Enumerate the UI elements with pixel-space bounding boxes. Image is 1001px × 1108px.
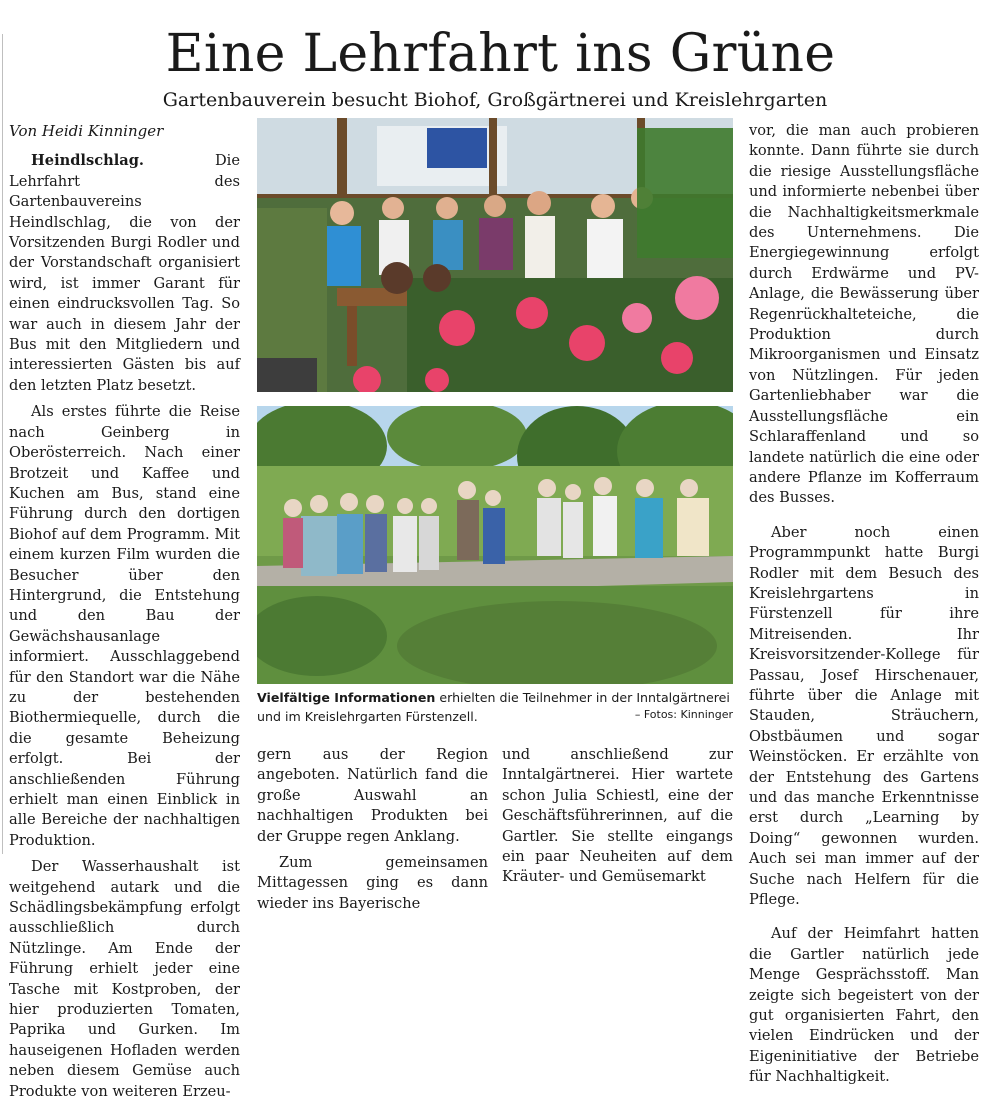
paragraph-text: Die Lehrfahrt des Gartenbauvereins Heindlschlag, die von der Vorsitzenden Burgi Rodler und der Vorstandschaft organisiert wird, ist immer Garant für einen eindrucksvollen Tag. So war auch in diesem Jahr der Bus mit den Mitgliedern und interessierten Gästen bis auf den letzten Platz besetzt. bbox=[9, 152, 240, 394]
article-column-3 bbox=[502, 745, 733, 894]
article-column-2 bbox=[257, 745, 488, 920]
photo-greenhouse bbox=[257, 118, 733, 392]
dateline: Heindlschlag. bbox=[31, 152, 144, 170]
photo-caption bbox=[257, 688, 733, 726]
paragraph: gern aus der Region angeboten. Natürlich fand die große Auswahl an nachhaltigen Produkten bei der Gruppe regen Anklang. bbox=[257, 746, 488, 845]
byline: Von Heidi Kinninger bbox=[9, 122, 164, 140]
paragraph: und anschließend zur Inntalgärtnerei. Hier wartete schon Julia Schiestl, eine der Geschäftsführerinnen, auf die Gartler. Sie stellte eingangs ein paar Neuheiten auf dem Kräuter- und Gemüsemarkt bbox=[502, 746, 733, 886]
paragraph: Auf der Heimfahrt hatten die Gartler natürlich jede Menge Gesprächsstoff. Man zeigte sich begeistert von der gut organisierten Fahrt, den vielen Eindrücken und der Eigeninitiative der Betriebe für Nachhaltigkeit. bbox=[749, 925, 979, 1086]
paragraph: vor, die man auch probieren konnte. Dann führte sie durch die riesige Ausstellungsfläche und informierte nebenbei über die Nachhaltigkeitsmerkmale des Unternehmens. Die Energiegewinnung erfolgt durch Erdwärme und PV-Anlage, die Bewässerung über Regenrückhalteteiche, die Produktion durch Mikroorganismen und Einsatz von Nützlingen. Für jeden Gartenliebhaber war die Ausstellungsfläche ein Schlaraffenland und so landete natürlich die eine oder andere Pflanze im Kofferraum des Busses. bbox=[749, 122, 979, 507]
greenhouse-image bbox=[257, 118, 733, 392]
paragraph bbox=[9, 151, 240, 396]
paragraph: Aber noch einen Programmpunkt hatte Burgi Rodler mit dem Besuch des Kreislehrgartens in Fürstenzell für ihre Mitreisenden. Ihr Kreisvorsitzender-Kollege für Passau, Josef Hirschenauer, führte über die Anlage mit Stauden, Sträuchern, Obstbäumen und sogar Weinstöcken. Er erzählte von der Entstehung des Gartens und das manche Erkenntnisse erst durch „Learning by Doing“ gewonnen wurden. Auch sei man immer auf der Suche nach Helfern für die Pflege. bbox=[749, 523, 979, 909]
caption-lead: Vielfältige Informationen bbox=[257, 690, 436, 705]
caption-text: erhielten die Teilnehmer in der Inntalgärtnerei und im Kreislehrgarten Fürstenzell. bbox=[257, 690, 730, 724]
article-column-4 bbox=[749, 121, 979, 1094]
headline: Eine Lehrfahrt ins Grüne bbox=[165, 24, 836, 84]
photo-garden bbox=[257, 406, 733, 684]
garden-image bbox=[257, 406, 733, 684]
subheadline: Gartenbauverein besucht Biohof, Großgärtnerei und Kreislehrgarten bbox=[162, 89, 828, 111]
photo-credit: – Fotos: Kinninger bbox=[634, 708, 733, 721]
article-column-1 bbox=[9, 121, 240, 1108]
paragraph: Zum gemeinsamen Mittagessen ging es dann wieder ins Bayerische bbox=[257, 854, 488, 912]
column-rule bbox=[2, 34, 3, 854]
paragraph: Als erstes führte die Reise nach Geinberg in Oberösterreich. Nach einer Brotzeit und Kaffee und Kuchen am Bus, stand eine Führung durch den dortigen Biohof auf dem Programm. Mit einem kurzen Film wurden die Besucher über den Hintergrund, die Entstehung und den Bau der Gewächshausanlage informiert. Ausschlaggebend für den Standort war die Nähe zu der bestehenden Biothermiequelle, durch die die gesamte Beheizung erfolgt. Bei der anschließenden Führung erhielt man einen Einblick in alle Bereiche der nachhaltigen Produktion. bbox=[9, 403, 240, 849]
paragraph: Der Wasserhaushalt ist weitgehend autark und die Schädlingsbekämpfung erfolgt ausschließlich durch Nützlinge. Am Ende der Führung erhielt jeder eine Tasche mit Kostproben, der hier produzierten Tomaten, Paprika und Gurken. Im hauseigenen Hofladen werden neben diesem Gemüse auch Produkte von weiteren Erzeu- bbox=[9, 858, 240, 1100]
